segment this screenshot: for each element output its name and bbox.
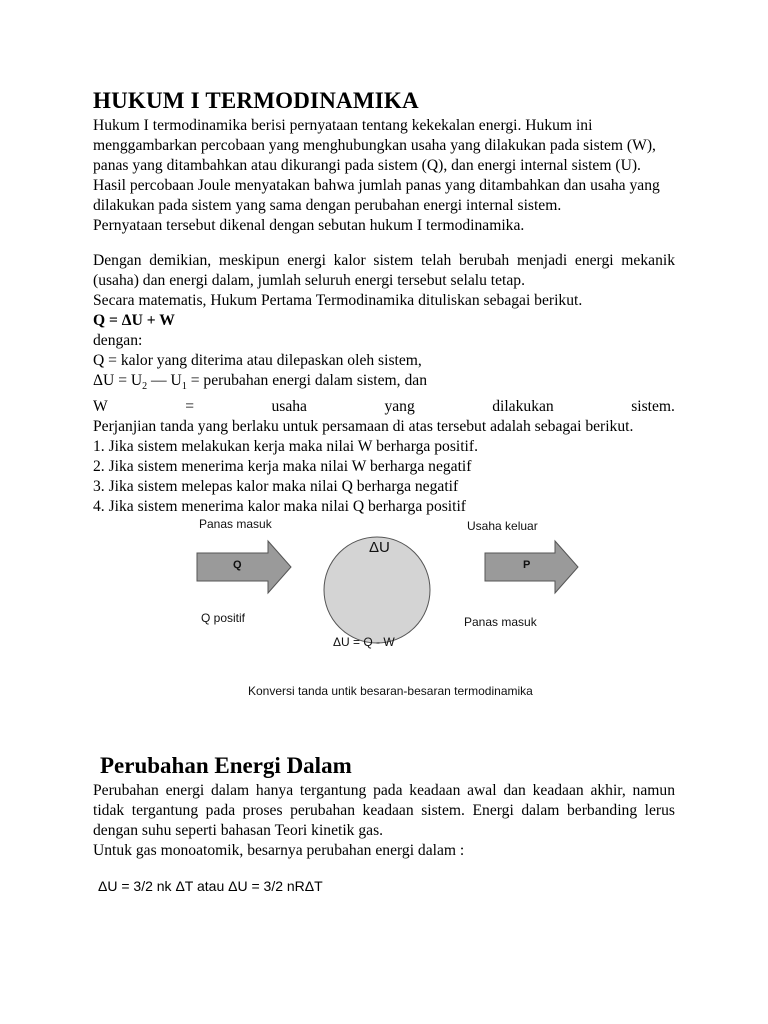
label-dengan: dengan: <box>93 332 143 349</box>
circle-delta-u-label: ΔU <box>369 539 390 557</box>
label-panas-masuk-left: Panas masuk <box>199 517 272 532</box>
document-page <box>93 86 675 911</box>
label-panas-masuk-right: Panas masuk <box>464 615 537 630</box>
arrow-q-in <box>197 541 291 593</box>
formula-first-law: Q = ΔU + W <box>93 312 175 329</box>
definition-q: Q = kalor yang diterima atau dilepaskan oleh sistem, <box>93 352 422 369</box>
formula-energy-monoatomic: ΔU = 3/2 nk ΔT atau ΔU = 3/2 nRΔT <box>98 878 323 895</box>
section-title-hukum-1: HUKUM I TERMODINAMIKA <box>93 88 419 113</box>
paragraph-perubahan: Perubahan energi dalam hanya tergantung pada keadaan awal dan keadaan akhir, namun tidak tergantung pada proses perubahan keadaan sistem. Energi dalam berbanding lerus dengan suhu seperti bahasan Teori kinetik gas. <box>93 782 675 840</box>
section-title-perubahan-energi: Perubahan Energi Dalam <box>100 753 352 779</box>
arrow-p-out <box>485 541 578 593</box>
label-usaha-keluar: Usaha keluar <box>467 519 538 534</box>
rule-item: 3. Jika sistem melepas kalor maka nilai Q berharga negatif <box>93 478 459 496</box>
rule-item: 1. Jika sistem melakukan kerja maka nilai W berharga positif. <box>93 438 478 456</box>
paragraph-perjanjian: Perjanjian tanda yang berlaku untuk persamaan di atas tersebut adalah sebagai berikut. <box>93 418 634 436</box>
label-q-positif: Q positif <box>201 611 246 626</box>
paragraph-monoatomik: Untuk gas monoatomik, besarnya perubahan energi dalam : <box>93 842 465 860</box>
definition-w: W = usaha yang dilakukan sistem. <box>93 398 675 416</box>
paragraph-intro: Hukum I termodinamika berisi pernyataan tentang kekekalan energi. Hukum ini menggambarkan percobaan yang menghubungkan usaha yang dilakukan pada sistem (W), panas yang ditambahkan atau dikurangi pada sistem (Q), dan energi internal sistem (U). <box>93 117 656 174</box>
figure-caption: Konversi tanda untik besaran-besaran termodinamika <box>248 684 533 699</box>
thermodynamics-sign-diagram <box>93 519 675 751</box>
arrow-p-label: P <box>523 559 531 572</box>
rule-item: 2. Jika sistem menerima kerja maka nilai W berharga negatif <box>93 458 472 476</box>
paragraph-statement: Pernyataan tersebut dikenal dengan sebutan hukum I termodinamika. <box>93 217 525 234</box>
paragraph-joule: Hasil percobaan Joule menyatakan bahwa jumlah panas yang ditambahkan dan usaha yang dilakukan pada sistem yang sama dengan perubahan energi internal sistem. <box>93 177 660 214</box>
paragraph-demikian: Dengan demikian, meskipun energi kalor sistem telah berubah menjadi energi mekanik (usaha) dan energi dalam, jumlah seluruh energi tersebut selalu tetap. <box>93 252 675 289</box>
definition-delta-u: $\Delta U = U_2$ — $U_1$ = perubahan energi dalam sistem, dan <box>93 372 427 393</box>
arrow-q-label: Q <box>233 559 242 572</box>
paragraph-matematis: Secara matematis, Hukum Pertama Termodinamika dituliskan sebagai berikut. <box>93 292 583 309</box>
circle-formula-label: ΔU = Q - W <box>333 635 395 650</box>
rule-item: 4. Jika sistem menerima kalor maka nilai Q berharga positif <box>93 498 466 516</box>
